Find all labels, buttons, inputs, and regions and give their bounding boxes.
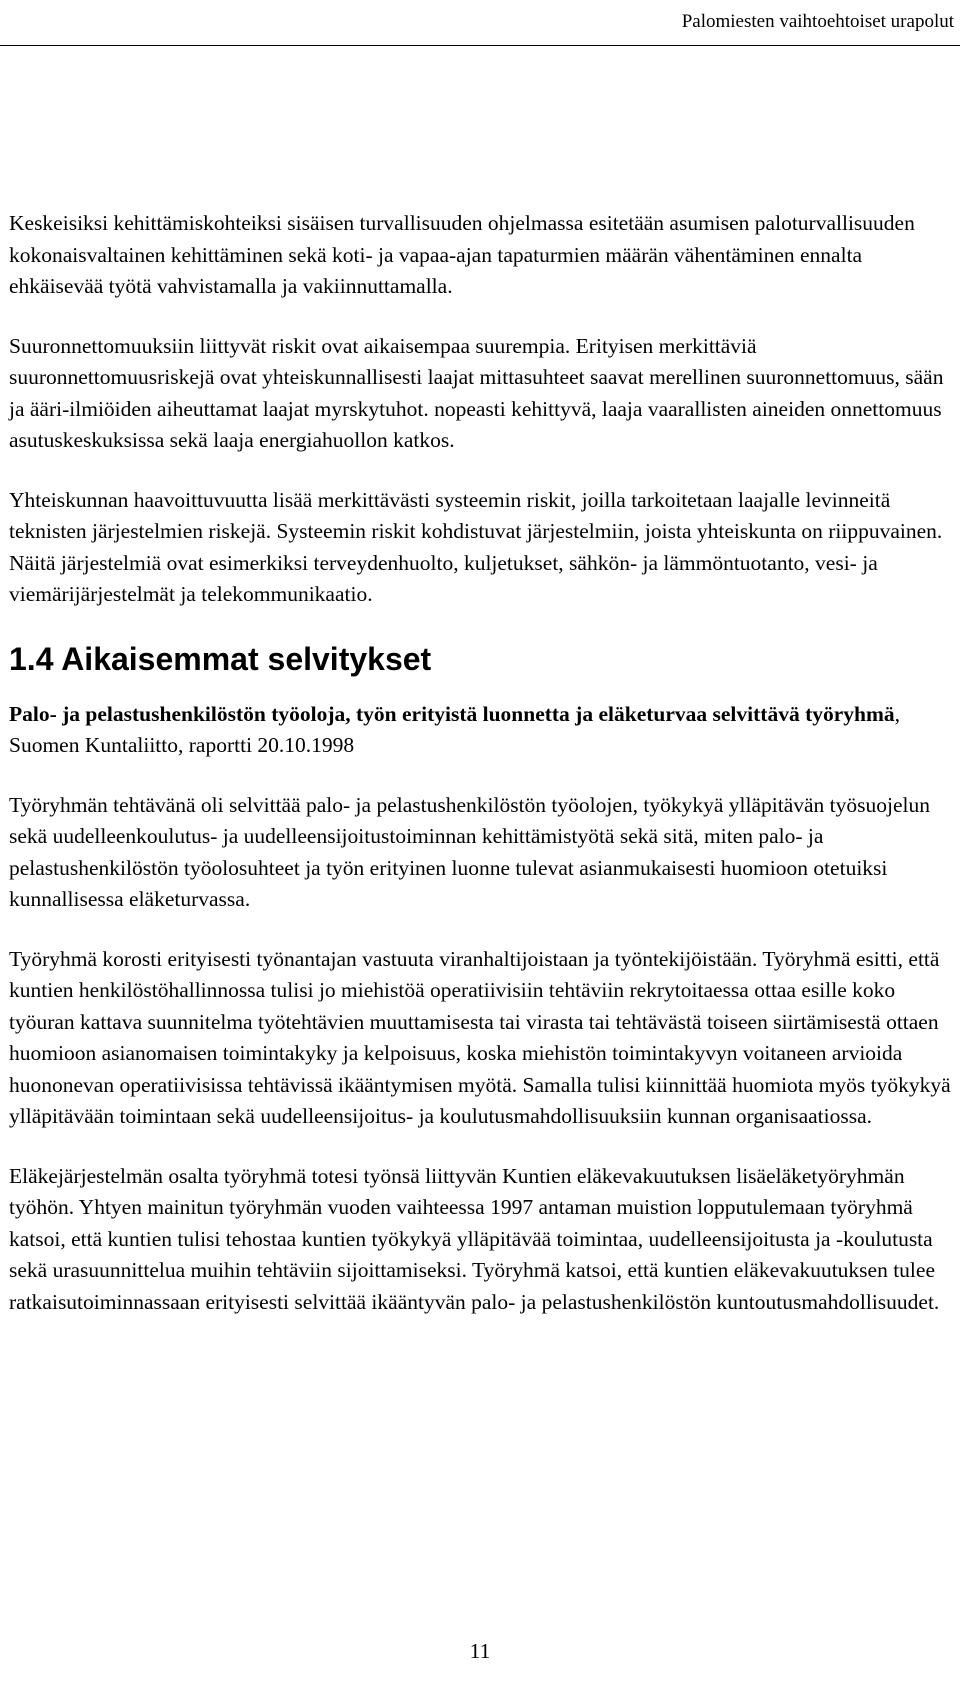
paragraph-development-targets: Keskeisiksi kehittämiskohteiksi sisäisen turvallisuuden ohjelmassa esitetään asumisen paloturvallisuuden kokonaisvaltainen kehittäminen sekä koti- ja vapaa-ajan tapaturmien määrän vähentäminen ennalta ehkäisevää työtä vahvistamalla ja vakiinnuttamalla. xyxy=(9,211,915,298)
paragraph-employer-responsibility: Työryhmä korosti erityisesti työnantajan vastuuta viranhaltijoistaan ja työntekijöistään. Työryhmä esitti, että kuntien henkilöstöhallinnossa tulisi jo miehistöä operatiivisiin tehtäviin rekrytoitaessa ottaa esille koko työuran kattava suunnitelma työtehtävien muuttamisesta tai virasta tai tehtävästä toiseen siirtämisestä ottaen huomioon asianomaisen toimintakyky ja kelpoisuus, koska miehistön toimintakyvyn voitaneen arvioida huononevan operatiivisissa tehtävissä ikääntymisen myötä. Samalla tulisi kiinnittää huomiota myös työkykyä ylläpitävään toimintaan sekä uudelleensijoitus- ja koulutusmahdollisuuksiin kunnan organisaatiossa. xyxy=(9,946,951,1128)
paragraph-pension-system: Eläkejärjestelmän osalta työryhmä totesi työnsä liittyvän Kuntien eläkevakuutuksen lisäeläketyöryhmän työhön. Yhtyen mainitun työryhmän vuoden vaihteessa 1997 antaman muistion lopputulemaan työryhmä katsoi, että kuntien tulisi tehostaa kuntien työkykyä ylläpitävää toimintaa, uudelleensijoitusta ja -koulutusta sekä urasuunnittelua muihin tehtäviin sijoittamiseksi. Työryhmä katsoi, että kuntien eläkevakuutuksen tulee ratkaisutoiminnassaan erityisesti selvittää ikääntyvän palo- ja pelastushenkilöstön kuntoutusmahdollisuudet. xyxy=(9,1163,940,1314)
paragraph-system-risks: Yhteiskunnan haavoittuvuutta lisää merkittävästi systeemin riskit, joilla tarkoitetaan laajalle levinneitä teknisten järjestelmien riskejä. Systeemin riskit kohdistuvat järjestelmiin, joista yhteiskunta on riippuvainen. Näitä järjestelmiä ovat esimerkiksi terveydenhuolto, kuljetukset, sähkön- ja lämmöntuotanto, vesi- ja viemärijärjestelmät ja telekommunikaatio. xyxy=(9,487,943,606)
paragraph-major-accident-risks: Suuronnettomuuksiin liittyvät riskit ovat aikaisempaa suurempia. Erityisen merkittäviä suuronnettomuusriskejä ovat yhteiskunnallisesti laajat mittasuhteet saavat merellinen suuronnettomuus, sään ja ääri-ilmiöiden aiheuttamat laajat myrskytuhot. nopeasti kehittyvä, laaja vaarallisten aineiden onnettomuus asutuskeskuksissa sekä laaja energiahuollon katkos. xyxy=(9,333,944,452)
page-header xyxy=(0,0,960,46)
running-header-title: Palomiesten vaihtoehtoiset urapolut xyxy=(681,11,954,32)
section-heading: 1.4 Aikaisemmat selvitykset xyxy=(9,640,432,677)
reference-source: , Suomen Kuntaliitto, raportti 20.10.1998 xyxy=(9,701,901,757)
paragraph-working-group-task: Työryhmän tehtävänä oli selvittää palo- ja pelastushenkilöstön työolojen, työkykyä ylläpitävän työsuojelun sekä uudelleenkoulutus- ja uudelleensijoitustoiminnan kehittämistyötä sekä sitä, miten palo- ja pelastushenkilöstön työolosuhteet ja työn erityinen luonne tulevat asianmukaisesti huomioon otetuiksi kunnallisessa eläketurvassa. xyxy=(9,792,931,911)
reference-title: Palo- ja pelastushenkilöstön työoloja, työn erityistä luonnetta ja eläketurvaa selvittävä työryhmä xyxy=(9,701,895,726)
page-number: 11 xyxy=(469,1639,491,1663)
page-content xyxy=(9,208,953,1346)
reference-citation xyxy=(9,699,953,762)
